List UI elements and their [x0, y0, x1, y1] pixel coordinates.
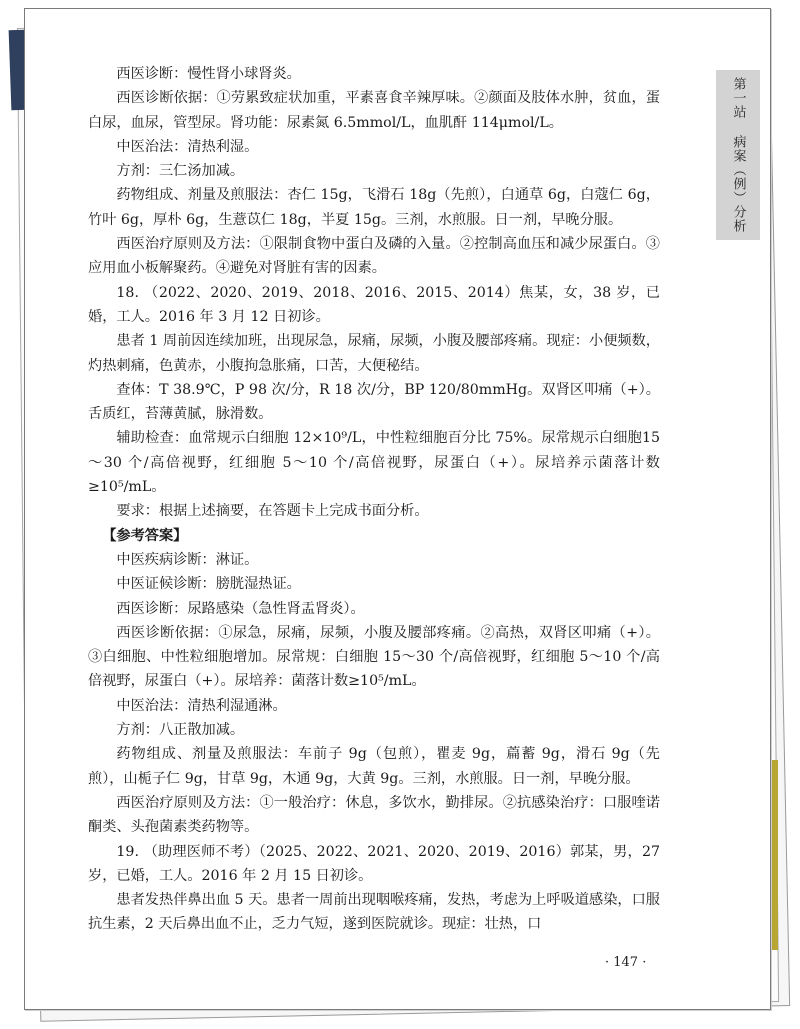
- paragraph: 方剂：三仁汤加减。: [116, 163, 245, 180]
- paragraph: 西医诊断依据：①尿急，尿痛，尿频，小腹及腰部疼痛。②高热，双肾区叩痛（+）。③白细胞、中性粒细胞增加。尿常规：白细胞 15～30 个/高倍视野，红细胞 5～10 个/高倍视野，尿蛋白（+）。尿培养：菌落计数≥10⁵/mL。: [88, 624, 660, 690]
- paragraph: 西医诊断：尿路感染（急性肾盂肾炎）。: [116, 600, 365, 617]
- paragraph: 患者 1 周前因连续加班，出现尿急，尿痛，尿频，小腹及腰部疼痛。现症：小便频数，灼热刺痛，色黄赤，小腹拘急胀痛，口苦，大便秘结。: [88, 333, 660, 374]
- paragraph: 患者发热伴鼻出血 5 天。患者一周前出现咽喉疼痛，发热，考虑为上呼吸道感染，口服抗生素，2 天后鼻出血不止，乏力气短，遂到医院就诊。现症：壮热，口: [88, 892, 660, 933]
- page-body: [88, 62, 660, 937]
- paragraph: 辅助检查：血常规示白细胞 12×10⁹/L，中性粒细胞百分比 75%。尿常规示白细胞15～30 个/高倍视野，红细胞 5～10 个/高倍视野，尿蛋白（+）。尿培养示菌落计数≥10⁵/mL。: [88, 430, 660, 496]
- reference-answer-heading: 【参考答案】: [102, 527, 188, 544]
- page-number: · 147 ·: [605, 955, 647, 970]
- paragraph: 西医治疗原则及方法：①限制食物中蛋白及磷的入量。②控制高血压和减少尿蛋白。③应用血小板解聚药。④避免对肾脏有害的因素。: [88, 236, 660, 277]
- paragraph: 西医诊断依据：①劳累致症状加重，平素喜食辛辣厚味。②颜面及肢体水肿，贫血，蛋白尿，血尿，管型尿。肾功能：尿素氮 6.5mmol/L，血肌酐 114μmol/L。: [88, 90, 660, 131]
- paragraph: 中医疾病诊断：淋证。: [116, 551, 259, 568]
- paragraph: 中医治法：清热利湿。: [116, 138, 259, 155]
- paragraph: 要求：根据上述摘要，在答题卡上完成书面分析。: [116, 503, 429, 520]
- paragraph: 方剂：八正散加减。: [116, 722, 245, 739]
- paragraph: 药物组成、剂量及煎服法：杏仁 15g，飞滑石 18g（先煎），白通草 6g，白蔻仁 6g，竹叶 6g，厚朴 6g，生薏苡仁 18g，半夏 15g。三剂，水煎服。日一剂，早晚分服。: [88, 187, 660, 228]
- paragraph: 中医证候诊断：膀胱湿热证。: [116, 576, 301, 593]
- case-header: 18. （2022、2020、2019、2018、2016、2015、2014）焦某，女，38 岁，已婚，工人。2016 年 3 月 12 日初诊。: [88, 284, 660, 325]
- paragraph: 中医治法：清热利湿通淋。: [116, 697, 287, 714]
- case-header: 19. （助理医师不考）（2025、2022、2021、2020、2019、2016）郭某，男，27 岁，已婚，工人。2016 年 2 月 15 日初诊。: [88, 843, 660, 884]
- paragraph: 西医治疗原则及方法：①一般治疗：休息，多饮水，勤排尿。②抗感染治疗：口服喹诺酮类、头孢菌素类药物等。: [88, 794, 660, 836]
- chapter-side-tab: 第一站 病案（例）分析: [716, 70, 760, 240]
- paragraph: 西医诊断：慢性肾小球肾炎。: [116, 66, 301, 82]
- paragraph: 查体：T 38.9℃，P 98 次/分，R 18 次/分，BP 120/80mmHg。双肾区叩痛（+）。舌质红，苔薄黄腻，脉滑数。: [88, 381, 660, 423]
- paragraph: 药物组成、剂量及煎服法：车前子 9g（包煎），瞿麦 9g，萹蓄 9g，滑石 9g（先煎），山栀子仁 9g，甘草 9g，木通 9g，大黄 9g。三剂，水煎服。日一剂，早晚分服。: [88, 746, 660, 787]
